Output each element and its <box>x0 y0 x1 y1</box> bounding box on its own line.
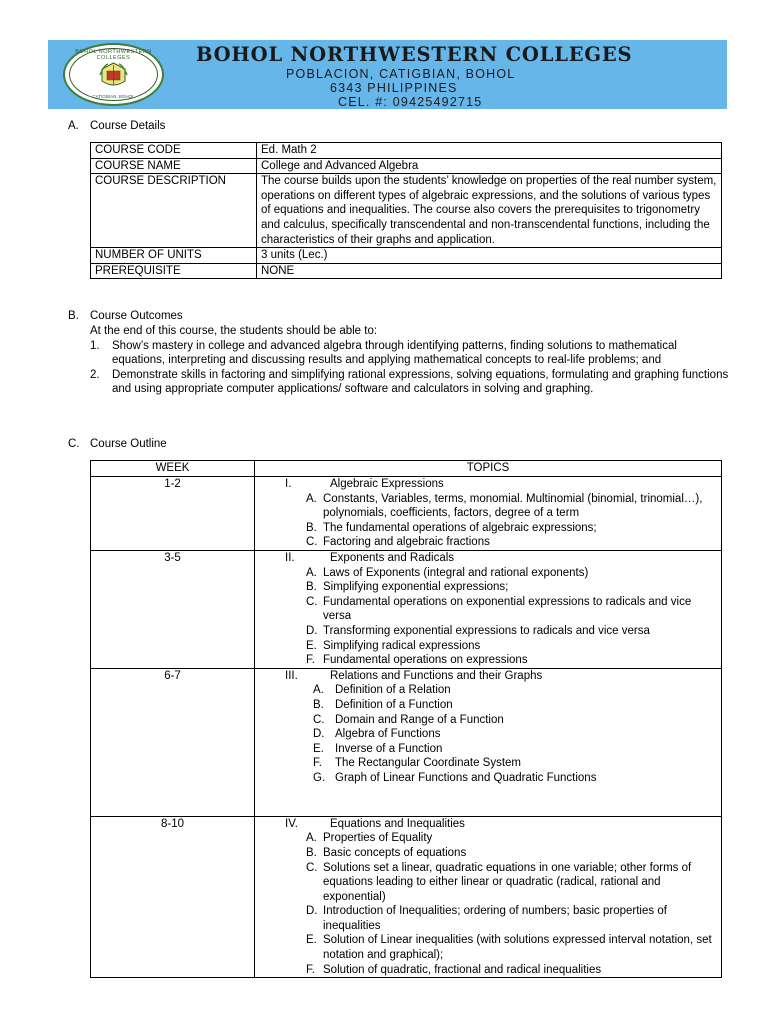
header-banner <box>48 40 727 109</box>
topics-cell <box>255 816 722 978</box>
topic-title: Equations and Inequalities <box>330 817 465 830</box>
list-item <box>90 339 730 368</box>
section-b-letter: B. <box>68 310 79 322</box>
section-a-title: Course Details <box>90 120 166 132</box>
subtopic: B. Simplifying exponential expressions; <box>306 581 509 594</box>
subtopic: F. Fundamental operations on expressions <box>306 654 528 667</box>
week-column-header: WEEK <box>91 461 255 477</box>
outcome-number: 1. <box>90 339 100 352</box>
subtopic: A. Laws of Exponents (integral and rational exponents) <box>306 566 589 579</box>
subtopic: D. Algebra of Functions <box>313 728 441 741</box>
outcomes-intro: At the end of this course, the students should be able to: <box>90 325 378 337</box>
course-details-table <box>90 142 722 279</box>
course-outline-table <box>90 460 722 978</box>
subtopic: F. Solution of quadratic, fractional and radical inequalities <box>306 963 602 976</box>
topics-cell <box>255 668 722 816</box>
subtopic: D. Introduction of Inequalities; ordering of numbers; basic properties of inequalities <box>306 905 667 932</box>
course-description-value: The course builds upon the students’ knowledge on properties of the real number system, operations on different types of algebraic expressions, and the solutions of various types of equations and inequalities. The course also covers the prerequisites to trigonometry and calculus, specifically transcendental and non-transcendental functions, including the characteristics of their graphs and application. <box>257 174 722 248</box>
table-row <box>91 477 722 551</box>
week-cell: 8-10 <box>91 816 255 978</box>
phone-line: CEL. #: 09425492715 <box>338 95 483 109</box>
week-cell: 6-7 <box>91 668 255 816</box>
course-code-label: COURSE CODE <box>91 143 257 159</box>
outcome-text: Show’s mastery in college and advanced algebra through identifying patterns, finding solutions to mathematical equations, interpreting and discussing results and applying mathematical concepts to real-life problems; and <box>112 339 677 367</box>
prerequisite-value: NONE <box>257 263 722 279</box>
seal-emblem-icon <box>98 61 129 90</box>
college-seal-icon <box>63 43 164 106</box>
topic-numeral: III. <box>285 669 298 682</box>
table-row <box>91 550 722 668</box>
subtopic: E. Simplifying radical expressions <box>306 639 481 652</box>
units-label: NUMBER OF UNITS <box>91 248 257 264</box>
section-c-letter: C. <box>68 438 80 450</box>
section-b-title: Course Outcomes <box>90 310 183 322</box>
prerequisite-label: PREREQUISITE <box>91 263 257 279</box>
table-row <box>91 816 722 978</box>
topic-title: Relations and Functions and their Graphs <box>330 669 543 682</box>
outcome-number: 2. <box>90 368 100 381</box>
subtopic: C. Domain and Range of a Function <box>313 713 504 726</box>
seal-text-bottom: CATIGBIAN, BOHOL <box>92 94 135 99</box>
course-code-value: Ed. Math 2 <box>257 143 722 159</box>
subtopic: G. Graph of Linear Functions and Quadratic Functions <box>313 771 597 784</box>
section-a-letter: A. <box>68 120 79 132</box>
table-row <box>91 668 722 816</box>
subtopic: A. Definition of a Relation <box>313 684 451 697</box>
table-row <box>91 174 722 248</box>
subtopic: B. Basic concepts of equations <box>306 846 467 859</box>
subtopic: F. The Rectangular Coordinate System <box>313 757 522 770</box>
week-cell: 3-5 <box>91 550 255 668</box>
topic-numeral: IV. <box>285 817 299 830</box>
topic-title: Exponents and Radicals <box>330 551 455 564</box>
outcomes-list <box>90 339 730 397</box>
subtopic: A. Constants, Variables, terms, monomial. Multinomial (binomial, trinomial…), polynomials, coefficients, factors, degree of a term <box>306 492 703 520</box>
table-row <box>91 263 722 279</box>
seal-text-top: BOHOL NORTHWESTERN COLLEGES <box>75 49 152 61</box>
topics-cell <box>255 550 722 668</box>
table-header-row <box>91 461 722 477</box>
topics-cell <box>255 477 722 551</box>
college-name: BOHOL NORTHWESTERN COLLEGES <box>196 43 633 66</box>
subtopic: C. Solutions set a linear, quadratic equations in one variable; other forms of equations leading to either linear or quadratic (radical, rational and exponential) <box>306 861 692 903</box>
units-value: 3 units (Lec.) <box>257 248 722 264</box>
topics-column-header: TOPICS <box>255 461 722 477</box>
week-cell: 1-2 <box>91 477 255 551</box>
subtopic: E. Solution of Linear inequalities (with solutions expressed interval notation, set notation and graphical); <box>306 934 712 962</box>
table-row <box>91 158 722 174</box>
outcome-text: Demonstrate skills in factoring and simplifying rational expressions, solving equations, formulating and graphing functions and using appropriate computer applications/ software and calculators in solving and graphing. <box>112 368 729 396</box>
subtopic: B. The fundamental operations of algebraic expressions; <box>306 521 597 534</box>
address-line-1: POBLACION, CATIGBIAN, BOHOL <box>286 67 516 81</box>
subtopic: B. Definition of a Function <box>313 698 453 711</box>
topic-title: Algebraic Expressions <box>330 478 444 490</box>
address-line-2: 6343 PHILIPPINES <box>330 81 458 95</box>
subtopic: C. Fundamental operations on exponential expressions to radicals and vice versa <box>306 595 692 623</box>
course-outcomes <box>90 324 730 397</box>
subtopic: C. Factoring and algebraic fractions <box>306 536 490 549</box>
subtopic: D. Transforming exponential expressions to radicals and vice versa <box>306 624 650 637</box>
course-name-label: COURSE NAME <box>91 158 257 174</box>
topic-numeral: I. <box>285 478 292 490</box>
course-description-label: COURSE DESCRIPTION <box>91 174 257 248</box>
topic-numeral: II. <box>285 551 295 564</box>
section-c-title: Course Outline <box>90 438 167 450</box>
list-item <box>90 368 730 397</box>
subtopic: A. Properties of Equality <box>306 832 433 845</box>
subtopic: E. Inverse of a Function <box>313 742 443 755</box>
table-row <box>91 143 722 159</box>
table-row <box>91 248 722 264</box>
course-name-value: College and Advanced Algebra <box>257 158 722 174</box>
